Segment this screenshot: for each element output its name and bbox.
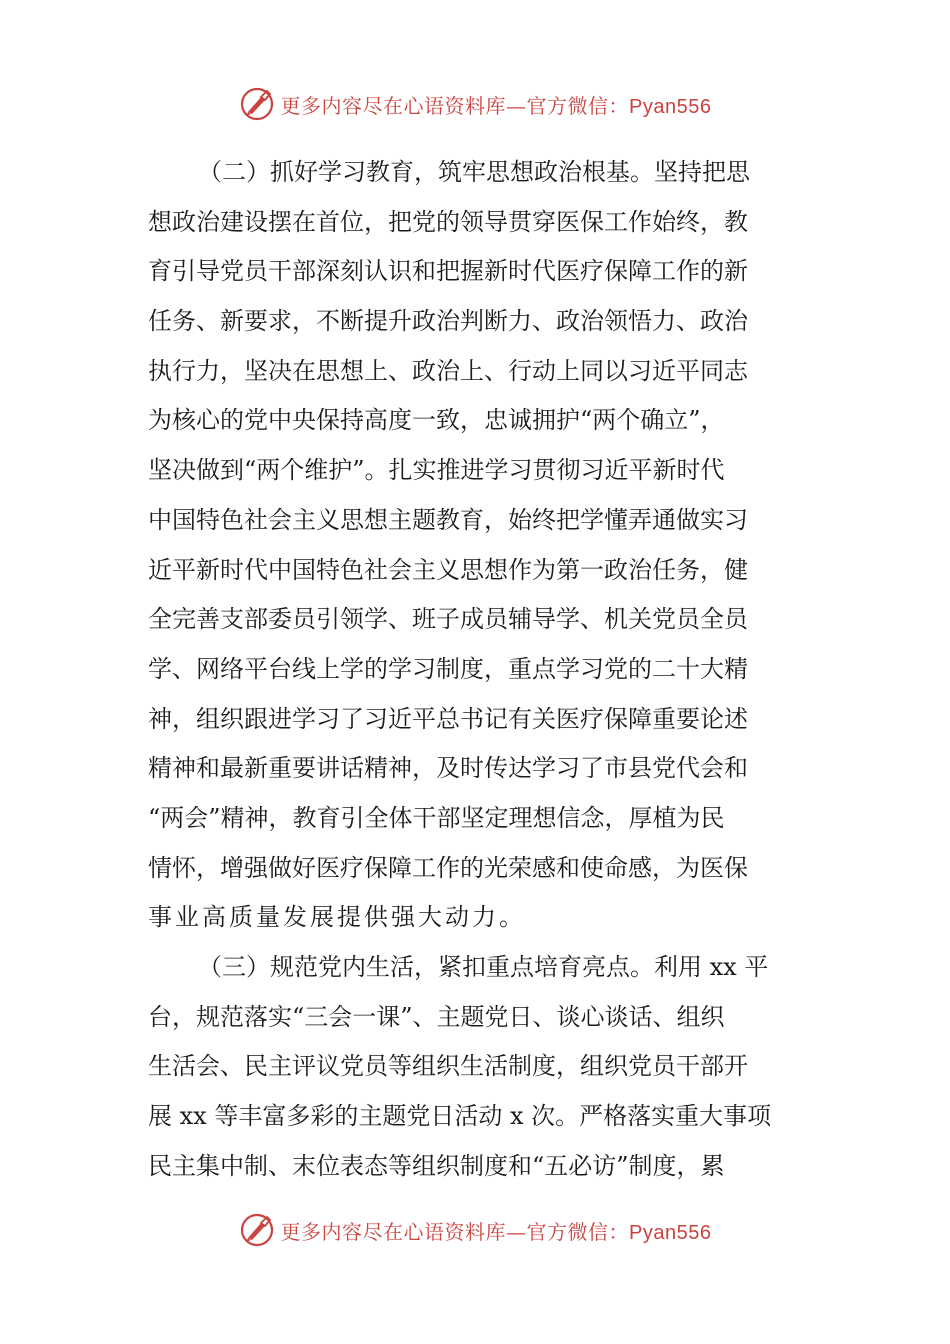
paragraph-3 (148, 943, 808, 1191)
text-line: 学、网络平台线上学的学习制度，重点学习党的二十大精 (148, 654, 748, 683)
text-line: 为核心的党中央保持高度一致，忠诚拥护“两个确立”， (148, 406, 725, 435)
text-line: 民主集中制、末位表态等组织制度和“五必访”制度，累 (148, 1151, 725, 1180)
watermark-banner-bottom (0, 1210, 950, 1250)
watermark-wechat-label: 官方微信： (526, 93, 630, 118)
text-line: （三）规范党内生活，紧扣重点培育亮点。利用 xx 平 (198, 953, 769, 981)
text-line: 生活会、民主评议党员等组织生活制度，组织党员干部开 (148, 1052, 748, 1081)
watermark-wechat-label: 官方微信： (526, 1219, 630, 1244)
watermark-cn: 更多内容尽在心语资料库 (280, 1219, 507, 1244)
text-line: 台，规范落实“三会一课”、主题党日、谈心谈话、组织 (148, 1002, 725, 1031)
text-line: 执行力，坚决在思想上、政治上、行动上同以习近平同志 (148, 356, 748, 385)
watermark-text (281, 1216, 712, 1245)
document-body (148, 148, 808, 1191)
text-line: 情怀，增强做好医疗保障工作的光荣感和使命感，为医保 (148, 853, 748, 882)
text-line: 坚决做到“两个维护”。扎实推进学习贯彻习近平新时代 (148, 456, 725, 485)
text-line: “两会”精神，教育引全体干部坚定理想信念，厚植为民 (148, 803, 725, 832)
text-line: 神，组织跟进学习了习近平总书记有关医疗保障重要论述 (148, 704, 748, 733)
watermark-wechat-id: Pyan556 (629, 95, 712, 118)
paragraph-2 (148, 148, 808, 943)
text-line: 育引导党员干部深刻认识和把握新时代医疗保障工作的新 (148, 257, 748, 286)
text-line: 事业高质量发展提供强大动力。 (148, 903, 526, 932)
text-line: 全完善支部委员引领学、班子成员辅导学、机关党员全员 (148, 605, 748, 634)
text-line: 展 xx 等丰富多彩的主题党日活动 x 次。严格落实重大事项 (148, 1102, 772, 1131)
text-line: 任务、新要求，不断提升政治判断力、政治领悟力、政治 (148, 307, 748, 336)
text-line: 精神和最新重要讲话精神，及时传达学习了市县党代会和 (148, 754, 748, 783)
watermark-cn: 更多内容尽在心语资料库 (280, 93, 507, 118)
watermark-text (281, 90, 712, 119)
text-line: 近平新时代中国特色社会主义思想作为第一政治任务，健 (148, 555, 748, 584)
text-line: 想政治建设摆在首位，把党的领导贯穿医保工作始终，教 (148, 207, 748, 236)
pen-logo-icon (239, 1212, 275, 1248)
text-line: 中国特色社会主义思想主题教育，始终把学懂弄通做实习 (148, 505, 748, 534)
watermark-wechat-id: Pyan556 (629, 1221, 712, 1244)
watermark-dash: — (506, 93, 527, 118)
watermark-dash: — (506, 1219, 527, 1244)
watermark-banner-top (0, 84, 950, 124)
text-line: （二）抓好学习教育，筑牢思想政治根基。坚持把思 (198, 158, 750, 186)
pen-logo-icon (239, 86, 275, 122)
